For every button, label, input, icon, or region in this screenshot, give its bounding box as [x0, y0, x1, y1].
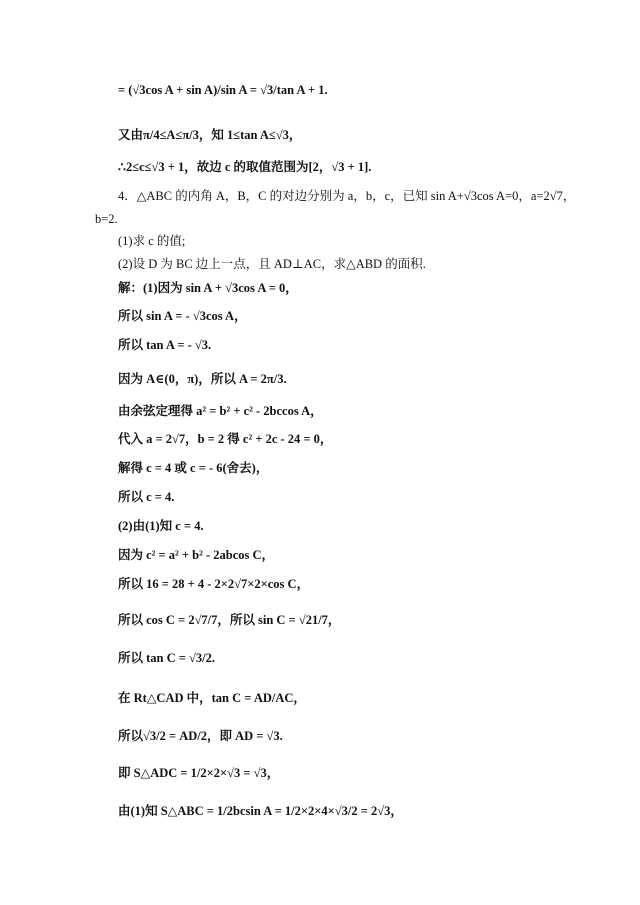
text-line: 由余弦定理得 a² = b² + c² - 2bccos A，: [118, 404, 323, 418]
text-line: 又由π/4≤A≤π/3，知 1≤tan A≤√3，: [118, 128, 302, 142]
text-line: 所以 16 = 28 + 4 - 2×2√7×2×cos C，: [118, 577, 310, 591]
text-line: 因为 A∈(0，π)，所以 A = 2π/3.: [118, 372, 287, 386]
text-line: 解：(1)因为 sin A + √3cos A = 0，: [118, 281, 298, 295]
text-line: (1)求 c 的值;: [118, 234, 186, 248]
text-line: 在 Rt△CAD 中，tan C = AD/AC，: [118, 691, 306, 705]
text-line: 因为 c² = a² + b² - 2abcos C，: [118, 548, 275, 562]
text-line: 即 S△ADC = 1/2×2×√3 = √3，: [118, 766, 280, 780]
text-line: 所以√3/2 = AD/2，即 AD = √3.: [118, 729, 283, 743]
text-line: 所以 cos C = 2√7/7，所以 sin C = √21/7，: [118, 613, 341, 627]
text-line: 所以 tan A = - √3.: [118, 338, 212, 352]
text-line: (2)由(1)知 c = 4.: [118, 519, 204, 533]
text-line: 4．△ABC 的内角 A，B，C 的对边分别为 a，b，c，已知 sin A+√3cos A=0，a=2√7，: [118, 189, 576, 203]
text-line: 所以 c = 4.: [118, 490, 175, 504]
text-line: 代入 a = 2√7，b = 2 得 c² + 2c - 24 = 0，: [118, 432, 333, 446]
text-line: b=2.: [95, 212, 118, 226]
text-line: 所以 sin A = - √3cos A，: [118, 309, 247, 323]
text-line: = (√3cos A + sin A)/sin A = √3/tan A + 1.: [118, 83, 328, 97]
text-line: ∴2≤c≤√3 + 1，故边 c 的取值范围为[2，√3 + 1].: [118, 160, 372, 174]
text-line: 由(1)知 S△ABC = 1/2bcsin A = 1/2×2×4×√3/2 = 2√3，: [118, 804, 403, 818]
text-line: 解得 c = 4 或 c = - 6(舍去)，: [118, 461, 269, 475]
text-line: 所以 tan C = √3/2.: [118, 651, 215, 665]
text-line: (2)设 D 为 BC 边上一点，且 AD⊥AC，求△ABD 的面积.: [118, 257, 426, 271]
